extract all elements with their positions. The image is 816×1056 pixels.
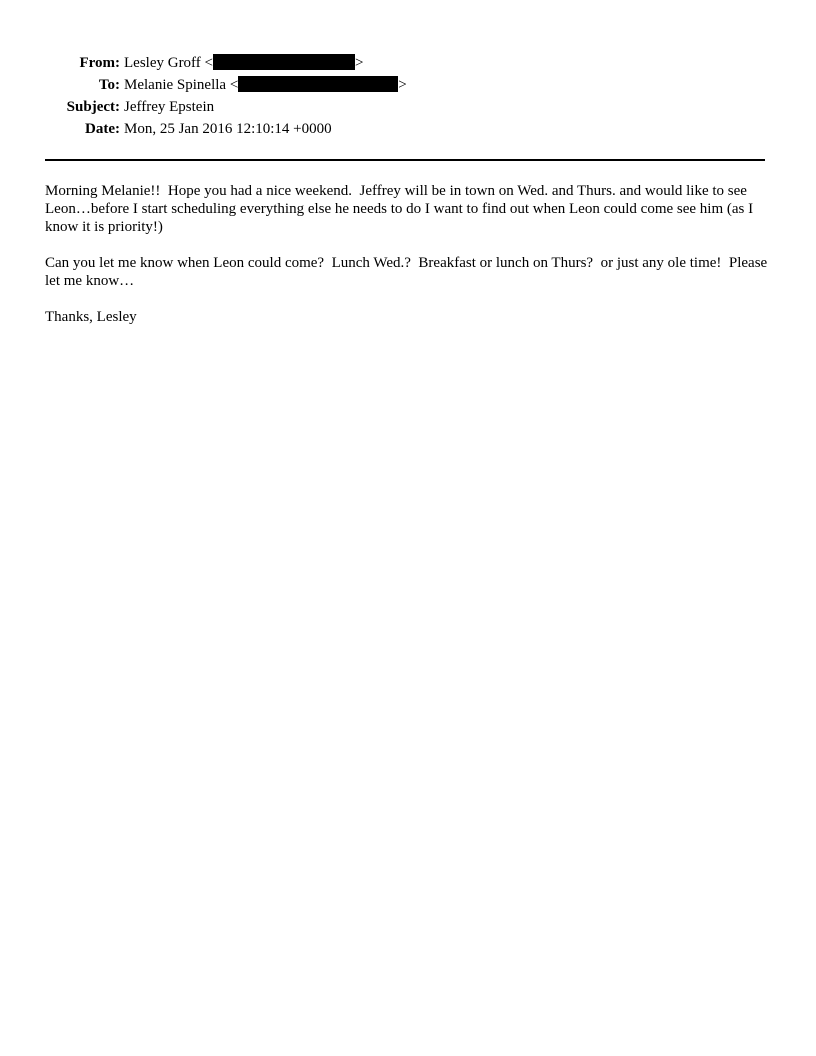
to-open-bracket: < [229, 77, 239, 93]
to-name: Melanie Spinella [124, 77, 227, 93]
subject-row [0, 96, 816, 118]
date-value: Mon, 25 Jan 2016 12:10:14 +0000 [124, 121, 332, 137]
body-paragraph-request: Can you let me know when Leon could come? Lunch Wed.? Breakfast or lunch on Thurs? or just any ole time! Please let me know… [45, 255, 771, 289]
body-paragraph-greeting: Morning Melanie!! Hope you had a nice weekend. Jeffrey will be in town on Wed. and Thurs. and would like to see Leon…before I start scheduling everything else he needs to do I want to find out when Leon could come see him (as I know it is priority!) [45, 183, 757, 235]
from-label: From: [79, 55, 120, 71]
date-row [0, 118, 816, 140]
subject-label: Subject: [66, 99, 120, 115]
email-body [45, 182, 773, 344]
subject-value: Jeffrey Epstein [124, 99, 215, 115]
from-email-redaction [213, 54, 355, 70]
to-value [124, 74, 407, 96]
from-name: Lesley Groff [124, 55, 201, 71]
from-row [0, 52, 816, 74]
to-close-bracket: > [398, 77, 407, 93]
from-value [124, 52, 363, 74]
date-label: Date: [85, 121, 120, 137]
to-row [0, 74, 816, 96]
from-close-bracket: > [355, 55, 364, 71]
to-email-redaction [238, 76, 398, 92]
email-header [0, 52, 816, 140]
header-divider [45, 159, 765, 161]
to-label: To: [98, 77, 120, 93]
body-paragraph-signoff: Thanks, Lesley [45, 309, 137, 325]
from-open-bracket: < [204, 55, 213, 71]
